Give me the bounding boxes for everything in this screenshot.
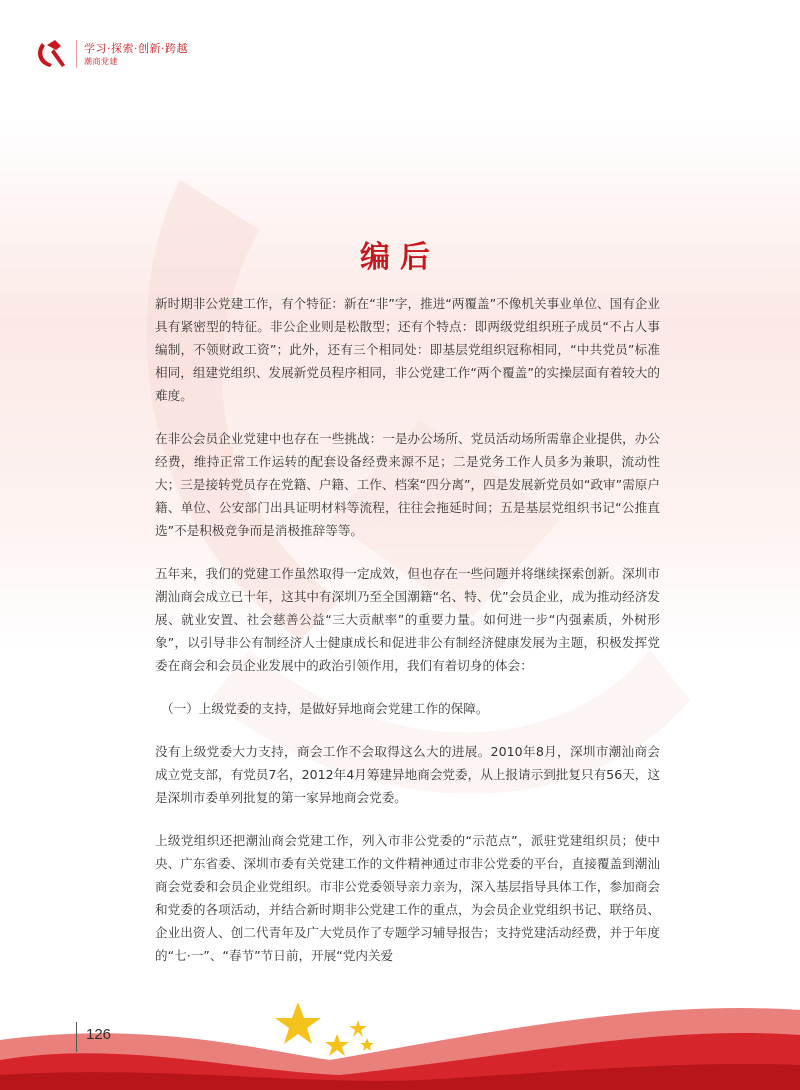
header-slogan: 学习·探索·创新·跨越	[84, 42, 188, 55]
star-icon	[349, 1020, 367, 1037]
star-icon	[360, 1038, 374, 1051]
page-number: 126	[86, 1026, 112, 1043]
section-heading: （一）上级党委的支持，是做好异地商会党建工作的保障。	[161, 701, 489, 716]
paragraph-2: 在非公会员企业党建中也存在一些挑战：一是办公场所、党员活动场所需靠企业提供，办公经费，维持正常工作运转的配套设备经费来源不足；二是党务工作人员多为兼职，流动性大；三是接转党员存在党籍、户籍、工作、档案“四分离”，四是发展新党员如“政审”需原户籍、单位、公安部门出具证明材料等流程，往往会拖延时间；五是基层党组织书记“公推直选”不是积极竞争而是消极推辞等等。	[155, 431, 660, 538]
header-divider	[76, 40, 77, 68]
page-number-divider	[76, 1022, 77, 1052]
paragraph-6: 上级党组织还把潮汕商会党建工作，列入市非公党委的“示范点”，派驻党建组织员；使中央、广东省委、深圳市委有关党建工作的文件精神通过市非公党委的平台，直接覆盖到潮汕商会党委和会员企业党组织。市非公党委领导亲力亲为，深入基层指导具体工作，参加商会和党委的各项活动，并结合新时期非公党建工作的重点，为会员企业党组织书记、联络员、企业出资人、创二代青年及广大党员作了专题学习辅导报告；支持党建活动经费，并于年度的“七·一”、“春节”节日前，开展“党内关爱	[155, 833, 660, 963]
header-subtitle: 潮商党建	[84, 57, 118, 66]
paragraph-5: 没有上级党委大力支持，商会工作不会取得这么大的进展。2010年8月，深圳市潮汕商会成立党支部，有党员7名，2012年4月筹建异地商会党委，从上报请示到批复只有56天，这是深圳市委单列批复的第一家异地商会党委。	[155, 744, 660, 805]
article-body	[155, 292, 660, 987]
star-icon	[275, 1002, 321, 1044]
hammer-sickle-icon	[34, 36, 70, 72]
red-ribbon-footer	[0, 980, 800, 1090]
star-icon	[325, 1034, 349, 1056]
page-header	[34, 36, 234, 76]
page-title: 编后	[360, 240, 440, 275]
paragraph-1: 新时期非公党建工作，有个特征：新在“非”字，推进“两覆盖”不像机关事业单位、国有企业具有紧密型的特征。非公企业则是松散型；还有个特点：即两级党组织班子成员“不占人事编制，不领财政工资”；此外，还有三个相同处：即基层党组织冠称相同，“中共党员”标准相同，组建党组织、发展新党员程序相同，非公党建工作“两个覆盖”的实操层面有着较大的难度。	[155, 296, 660, 403]
paragraph-3: 五年来，我们的党建工作虽然取得一定成效，但也存在一些问题并将继续探索创新。深圳市潮汕商会成立已十年，这其中有深圳乃至全国潮籍“名、特、优”会员企业，成为推动经济发展、就业安置、社会慈善公益“三大贡献率”的重要力量。如何进一步“内强素质，外树形象”，以引导非公有制经济人士健康成长和促进非公有制经济健康发展为主题，积极发挥党委在商会和会员企业发展中的政治引领作用，我们有着切身的体会：	[155, 566, 660, 673]
